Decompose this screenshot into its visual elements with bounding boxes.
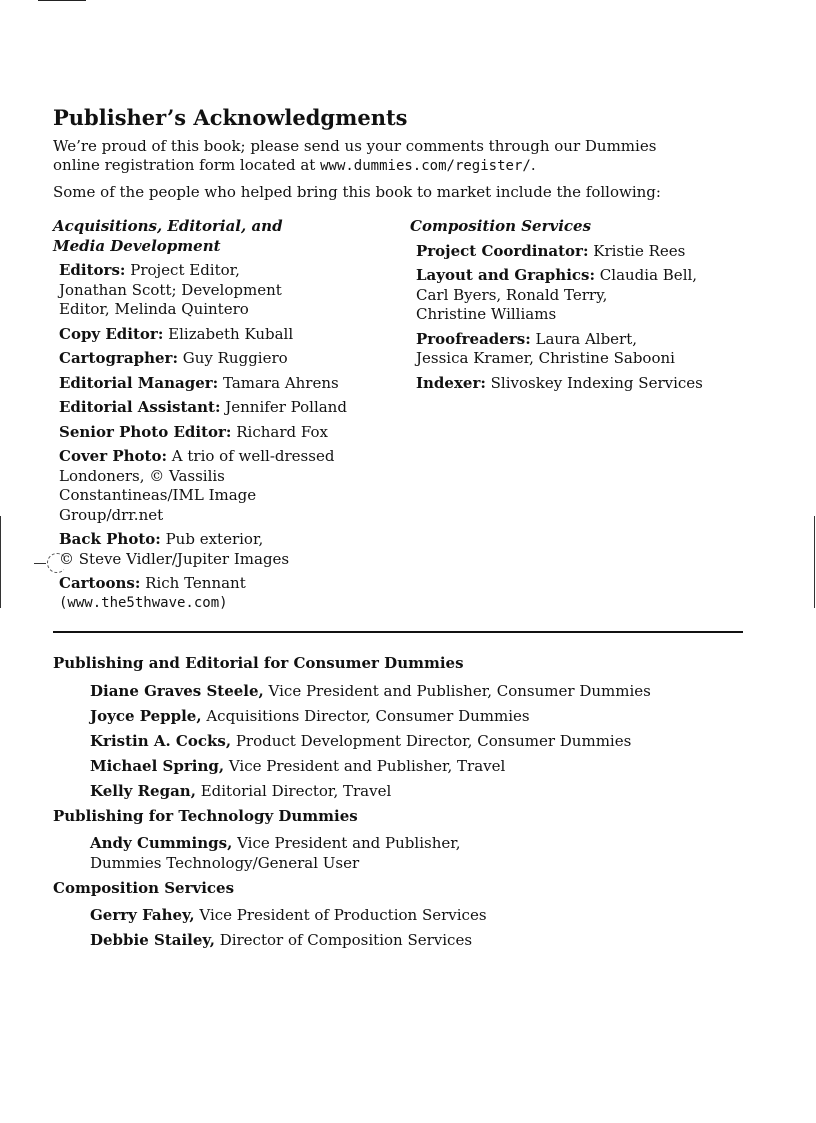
intro-line-2-suffix: . [530, 156, 536, 174]
staff-person [53, 782, 753, 802]
person-role-continued: Dummies Technology/General User [90, 853, 360, 872]
credit-text: A trio of well-dressed [167, 447, 335, 465]
left-heading-line-1: Acquisitions, Editorial, and [53, 217, 283, 235]
right-margin-mark [814, 516, 815, 608]
credit-editorial-manager [53, 374, 393, 394]
credit-text: Constantineas/IML Image [59, 486, 257, 504]
credit-text: Guy Ruggiero [177, 349, 288, 367]
left-margin-mark [0, 516, 1, 608]
staff-person [53, 757, 753, 777]
credit-layout-graphics [410, 266, 770, 325]
staff-person [53, 931, 753, 951]
credit-label: Cover Photo: [59, 447, 167, 465]
credit-proofreaders [410, 330, 770, 369]
credit-back-photo [53, 530, 393, 569]
intro-line-1: We’re proud of this book; please send us your comments through our Dummies [53, 137, 657, 155]
credit-text: Group/drr.net [59, 505, 164, 524]
credit-label: Editors: [59, 261, 126, 279]
person-name: Andy Cummings, [90, 834, 233, 852]
person-name: Joyce Pepple, [90, 706, 202, 725]
credits-right-column [410, 217, 770, 398]
credit-label: Editorial Manager: [59, 373, 219, 392]
credit-text: Elizabeth Kuball [163, 324, 294, 343]
credit-text: Claudia Bell, [595, 266, 698, 284]
credit-label: Back Photo: [59, 530, 161, 548]
credit-project-coordinator [410, 242, 770, 262]
composition-services-heading: Composition Services [53, 878, 235, 897]
credit-text: Richard Fox [231, 422, 328, 441]
credit-label: Copy Editor: [59, 324, 164, 343]
credit-text: Carl Byers, Ronald Terry, [416, 285, 608, 304]
person-role: Editorial Director, Travel [195, 781, 392, 800]
credit-text: Pub exterior, [160, 530, 264, 548]
credit-text: © Steve Vidler/Jupiter Images [59, 549, 290, 568]
staff-person [53, 834, 753, 873]
person-name: Kelly Regan, [90, 781, 196, 800]
credit-label: Cartographer: [59, 349, 178, 367]
credit-text: Jennifer Polland [220, 398, 347, 416]
credit-text: Kristie Rees [588, 241, 686, 260]
credit-label: Layout and Graphics: [416, 266, 596, 284]
intro-line-3: Some of the people who helped bring this book to market include the following: [53, 183, 661, 201]
person-role: Vice President of Production Services [194, 906, 487, 924]
person-name: Debbie Stailey, [90, 931, 215, 949]
credit-label: Senior Photo Editor: [59, 422, 232, 441]
person-role: Product Development Director, Consumer Dummies [231, 731, 632, 750]
person-role: Vice President and Publisher, Travel [224, 756, 506, 775]
credit-text: Project Editor, [125, 261, 240, 279]
credit-cartoons [53, 574, 393, 613]
staff-person [53, 682, 753, 702]
credit-label: Cartoons: [59, 574, 141, 592]
credit-editors [53, 261, 393, 320]
consumer-dummies-heading: Publishing and Editorial for Consumer Dummies [53, 654, 464, 672]
credit-text: Londoners, © Vassilis [59, 466, 225, 485]
cartoons-url-link[interactable]: (www.the5thwave.com) [59, 594, 228, 611]
credit-cover-photo [53, 447, 393, 525]
person-role: Director of Composition Services [214, 931, 473, 949]
page-title: Publisher’s Acknowledgments [53, 105, 408, 130]
top-corner-rule [38, 0, 86, 1]
credit-label: Project Coordinator: [416, 241, 589, 260]
credit-text: Editor, Melinda Quintero [59, 300, 249, 318]
registration-url-link[interactable]: www.dummies.com/register/ [320, 158, 531, 174]
person-role: Vice President and Publisher, Consumer Dummies [263, 681, 651, 700]
credit-indexer [410, 374, 770, 394]
person-name: Gerry Fahey, [90, 906, 195, 924]
left-heading-line-2: Media Development [53, 236, 221, 255]
credit-label: Indexer: [416, 373, 486, 392]
credit-text: Rich Tennant [140, 574, 246, 592]
left-column-heading [53, 217, 393, 256]
person-name: Diane Graves Steele, [90, 681, 264, 700]
credit-label: Editorial Assistant: [59, 398, 221, 416]
staff-person [53, 732, 753, 752]
staff-person [53, 707, 753, 727]
right-column-heading: Composition Services [410, 217, 592, 235]
credit-copy-editor [53, 325, 393, 345]
person-name: Kristin A. Cocks, [90, 731, 232, 750]
credit-label: Proofreaders: [416, 329, 531, 348]
credit-text: Laura Albert, [530, 329, 638, 348]
credits-left-column [53, 217, 393, 618]
section-divider [53, 631, 743, 633]
credit-text: Jessica Kramer, Christine Sabooni [416, 349, 675, 367]
person-name: Michael Spring, [90, 756, 225, 775]
technology-dummies-heading: Publishing for Technology Dummies [53, 806, 358, 825]
credit-text: Slivoskey Indexing Services [485, 373, 703, 392]
credit-senior-photo-editor [53, 423, 393, 443]
person-role: Acquisitions Director, Consumer Dummies [201, 706, 530, 725]
staff-person [53, 906, 753, 926]
crop-tick-mark [34, 563, 46, 564]
intro-line-2 [53, 156, 536, 176]
credit-editorial-assistant [53, 398, 393, 418]
credit-text: Jonathan Scott; Development [59, 280, 282, 299]
credit-text: Christine Williams [416, 305, 557, 323]
credit-text: Tamara Ahrens [218, 373, 339, 392]
staff-section [53, 654, 753, 956]
credit-cartographer [53, 349, 393, 369]
intro-line-2-prefix: online registration form located at [53, 156, 321, 174]
person-role: Vice President and Publisher, [232, 834, 461, 852]
